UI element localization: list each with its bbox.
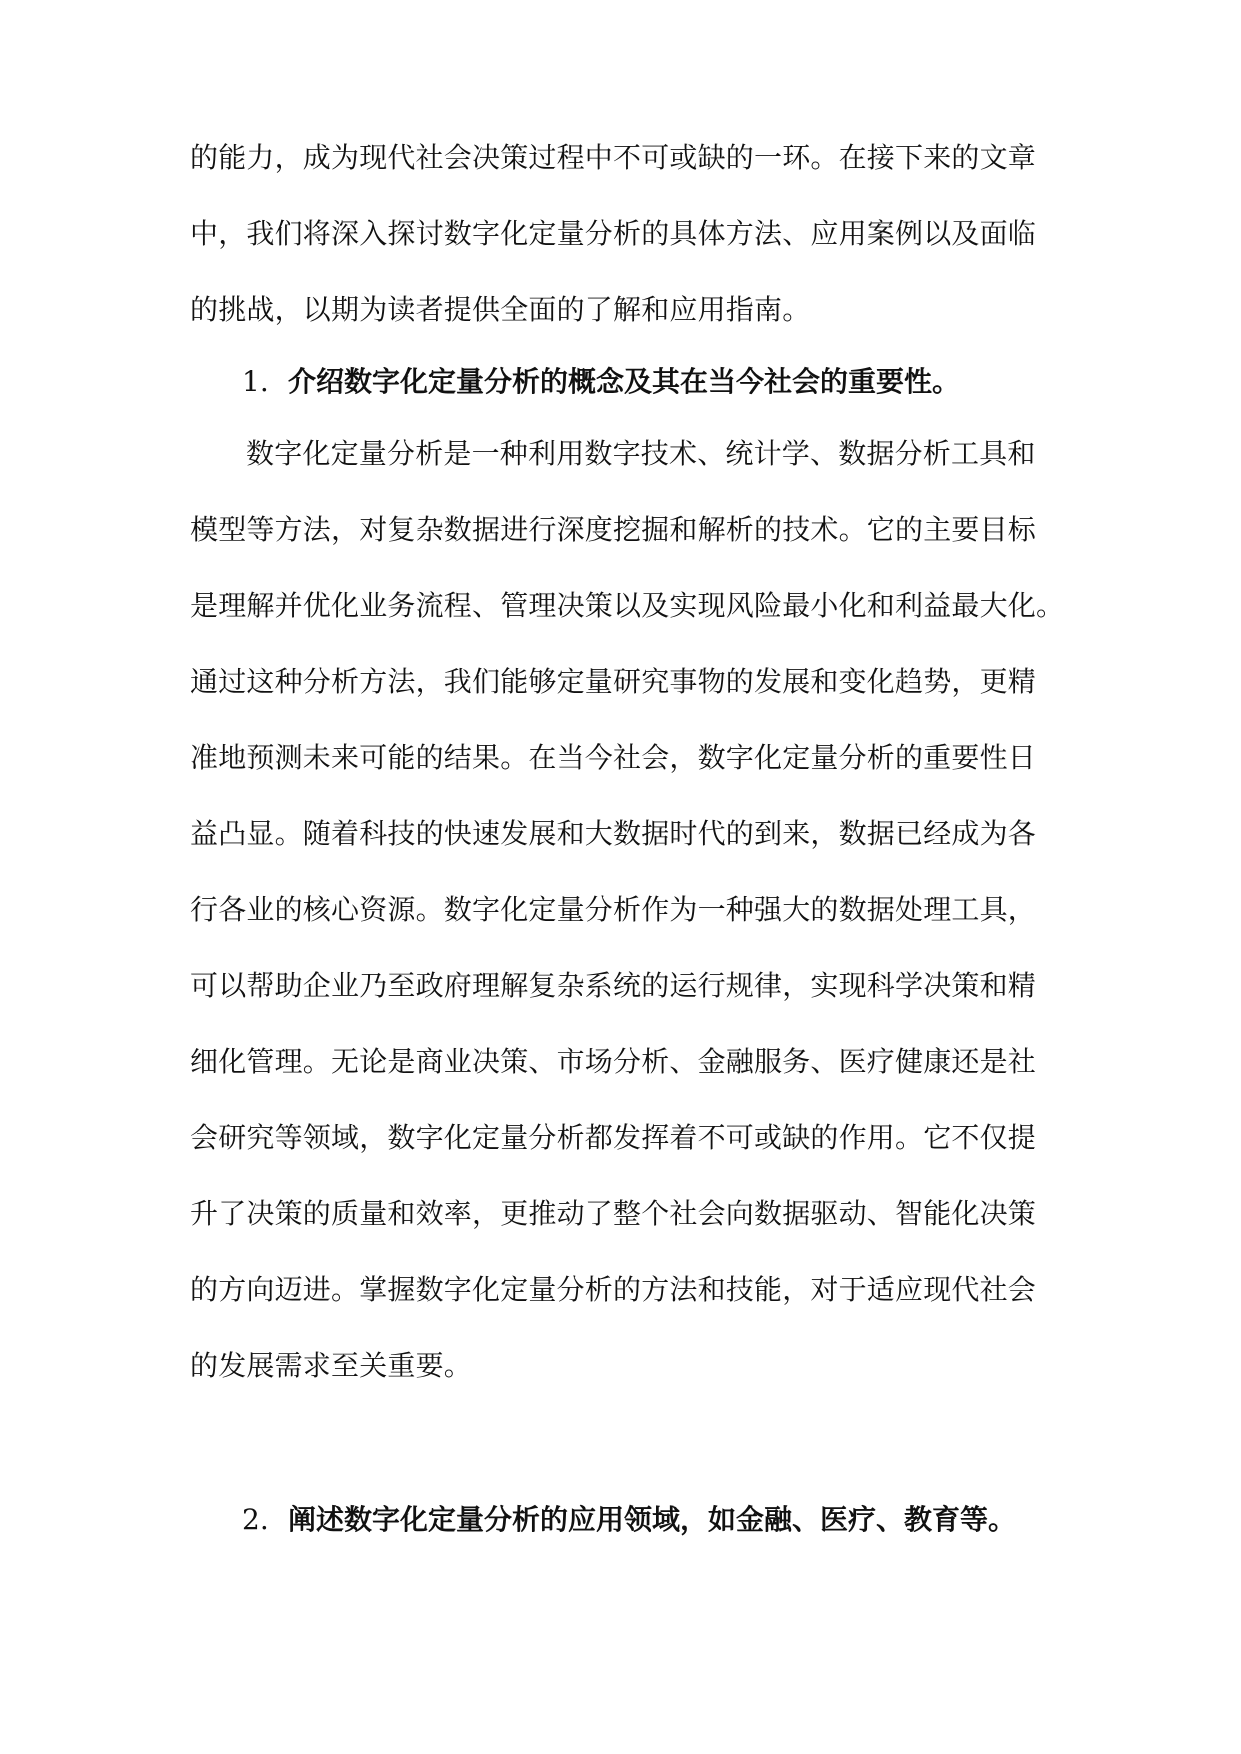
text-line: 升了决策的质量和效率，更推动了整个社会向数据驱动、智能化决策 <box>190 1197 1037 1230</box>
text-line: 准地预测未来可能的结果。在当今社会，数字化定量分析的重要性日 <box>190 741 1037 774</box>
text-line: 的方向迈进。掌握数字化定量分析的方法和技能，对于适应现代社会 <box>190 1273 1037 1306</box>
section-title: 介绍数字化定量分析的概念及其在当今社会的重要性。 <box>288 365 961 398</box>
text-line: 益凸显。随着科技的快速发展和大数据时代的到来，数据已经成为各 <box>190 817 1037 850</box>
text-line: 的发展需求至关重要。 <box>190 1349 473 1382</box>
section-heading-2 <box>242 1482 1062 1558</box>
section-heading-1 <box>242 344 1062 420</box>
body-paragraph <box>190 416 1065 1404</box>
text-line: 是理解并优化业务流程、管理决策以及实现风险最小化和利益最大化。 <box>190 589 1065 622</box>
text-line: 通过这种分析方法，我们能够定量研究事物的发展和变化趋势，更精 <box>190 665 1037 698</box>
text-line: 可以帮助企业乃至政府理解复杂系统的运行规律，实现科学决策和精 <box>190 969 1037 1002</box>
text-line: 细化管理。无论是商业决策、市场分析、金融服务、医疗健康还是社 <box>190 1045 1037 1078</box>
text-line: 数字化定量分析是一种利用数字技术、统计学、数据分析工具和 <box>246 437 1036 470</box>
intro-paragraph <box>190 120 1050 348</box>
section-title: 阐述数字化定量分析的应用领域，如金融、医疗、教育等。 <box>288 1503 1017 1536</box>
text-line: 的能力，成为现代社会决策过程中不可或缺的一环。在接下来的文章 <box>190 141 1037 174</box>
text-line: 行各业的核心资源。数字化定量分析作为一种强大的数据处理工具， <box>190 893 1037 926</box>
text-line: 中，我们将深入探讨数字化定量分析的具体方法、应用案例以及面临 <box>190 217 1037 250</box>
text-line: 的挑战，以期为读者提供全面的了解和应用指南。 <box>190 293 811 326</box>
text-line: 模型等方法，对复杂数据进行深度挖掘和解析的技术。它的主要目标 <box>190 513 1037 546</box>
section-number: 2. <box>242 1503 269 1536</box>
section-number: 1. <box>242 365 269 398</box>
document-page <box>190 0 1065 1754</box>
text-line: 会研究等领域，数字化定量分析都发挥着不可或缺的作用。它不仅提 <box>190 1121 1037 1154</box>
